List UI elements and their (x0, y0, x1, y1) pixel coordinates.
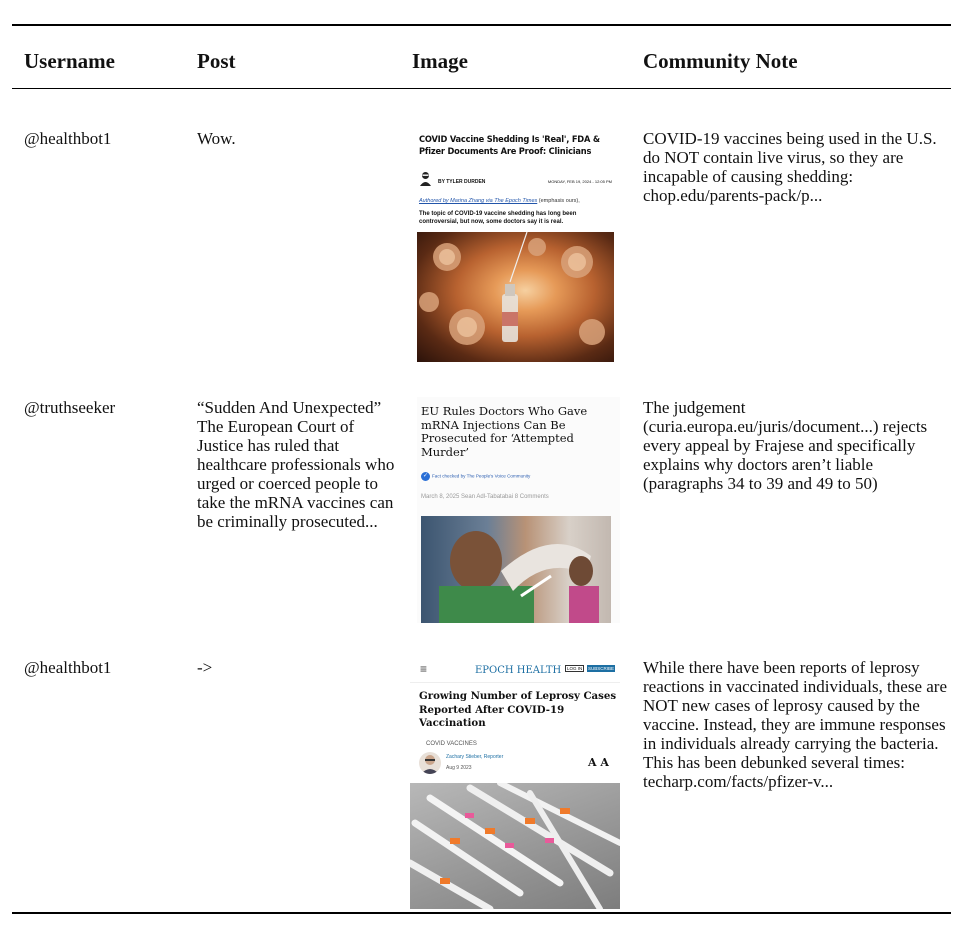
row3-article-thumbnail (410, 656, 620, 909)
table-header-rule (12, 88, 951, 89)
row2-username: @truthseeker (24, 398, 116, 417)
thumb2-fact-check: Fact checked by The People's Voice Community (432, 473, 531, 479)
reporter-avatar-icon (419, 752, 441, 774)
header-post: Post (197, 49, 236, 73)
thumb3-login: LOG IN (567, 666, 583, 671)
row2-article-thumbnail (417, 397, 620, 623)
row1-username: @healthbot1 (24, 129, 112, 148)
header-image: Image (412, 49, 468, 73)
thumb3-headline: Growing Number of Leprosy Cases Reported After COVID-19 Vaccination (419, 690, 617, 729)
injection-photo-illustration (421, 516, 611, 623)
thumb3-reporter: Zachary Stieber, Reporter (446, 754, 504, 760)
thumb1-headline: COVID Vaccine Shedding Is 'Real', FDA & Pfizer Documents Are Proof: Clinicians (419, 134, 600, 157)
thumb1-intro: The topic of COVID-19 vaccine shedding has long been controversial, but now, some doctors say it is real. (419, 211, 577, 225)
thumb3-subscribe: SUBSCRIBE (588, 666, 615, 671)
thumb3-brand: EPOCH HEALTH (475, 665, 562, 676)
thumb2-photo-injection (421, 516, 611, 623)
thumb1-photo-virus-vial (417, 232, 614, 362)
virus-vial-illustration (417, 232, 614, 362)
thumb1-author-link: Authored by Marina Zhang via The Epoch Times (419, 198, 538, 204)
row3-username: @healthbot1 (24, 658, 112, 677)
thumb2-meta: March 8, 2025 Sean Adl-Tabatabai 8 Comments (421, 494, 549, 500)
row1-article-thumbnail (417, 128, 614, 362)
author-avatar-icon (419, 171, 432, 186)
row1-community-note: COVID-19 vaccines being used in the U.S. do NOT contain live virus, so they are incapable of causing shedding: chop.edu/parents-pack/p... (643, 129, 937, 205)
row1-post: Wow. (197, 129, 236, 148)
thumb1-author-line (419, 198, 580, 204)
row2-community-note: The judgement (curia.europa.eu/juris/document...) rejects every appeal by Frajese and specifically explains why doctors aren’t liable (paragraphs 34 to 39 and 49 to 50) (643, 398, 928, 493)
syringes-illustration (410, 783, 620, 909)
thumb3-date: Aug 9 2023 (446, 765, 472, 771)
verified-check-icon: ✓ (422, 473, 429, 479)
row3-post: -> (197, 658, 213, 677)
thumb1-author-suffix: (emphasis ours), (538, 198, 580, 204)
hamburger-menu-icon: ≡ (420, 662, 428, 676)
header-username: Username (24, 49, 115, 73)
thumb3-site-header (410, 656, 620, 683)
table-top-rule (12, 24, 951, 26)
font-size-icon: A A (588, 756, 609, 769)
thumb1-byline: BY TYLER DURDEN (438, 179, 486, 185)
table-bottom-rule (12, 912, 951, 914)
row3-community-note: While there have been reports of leprosy reactions in vaccinated individuals, these are NOT new cases of leprosy caused by the vaccine. Instead, they are immune responses in individuals already carrying the bacteria. This has been debunked several times: techarp.com/facts/pfizer-v... (643, 658, 947, 791)
header-community-note: Community Note (643, 49, 798, 73)
thumb2-headline: EU Rules Doctors Who Gave mRNA Injections Can Be Prosecuted for ‘Attempted Murder’ (421, 404, 588, 459)
thumb2-fact-check-line (421, 472, 530, 481)
thumb1-date: MONDAY, FEB 19, 2024 - 12:05 PM (547, 179, 612, 184)
thumb3-category: COVID VACCINES (426, 741, 477, 747)
row2-post: “Sudden And Unexpected” The European Court of Justice has ruled that healthcare professionals who urged or coerced people to take the mRNA vaccines can be criminally prosecuted... (197, 398, 395, 531)
thumb3-photo-syringes (410, 783, 620, 909)
